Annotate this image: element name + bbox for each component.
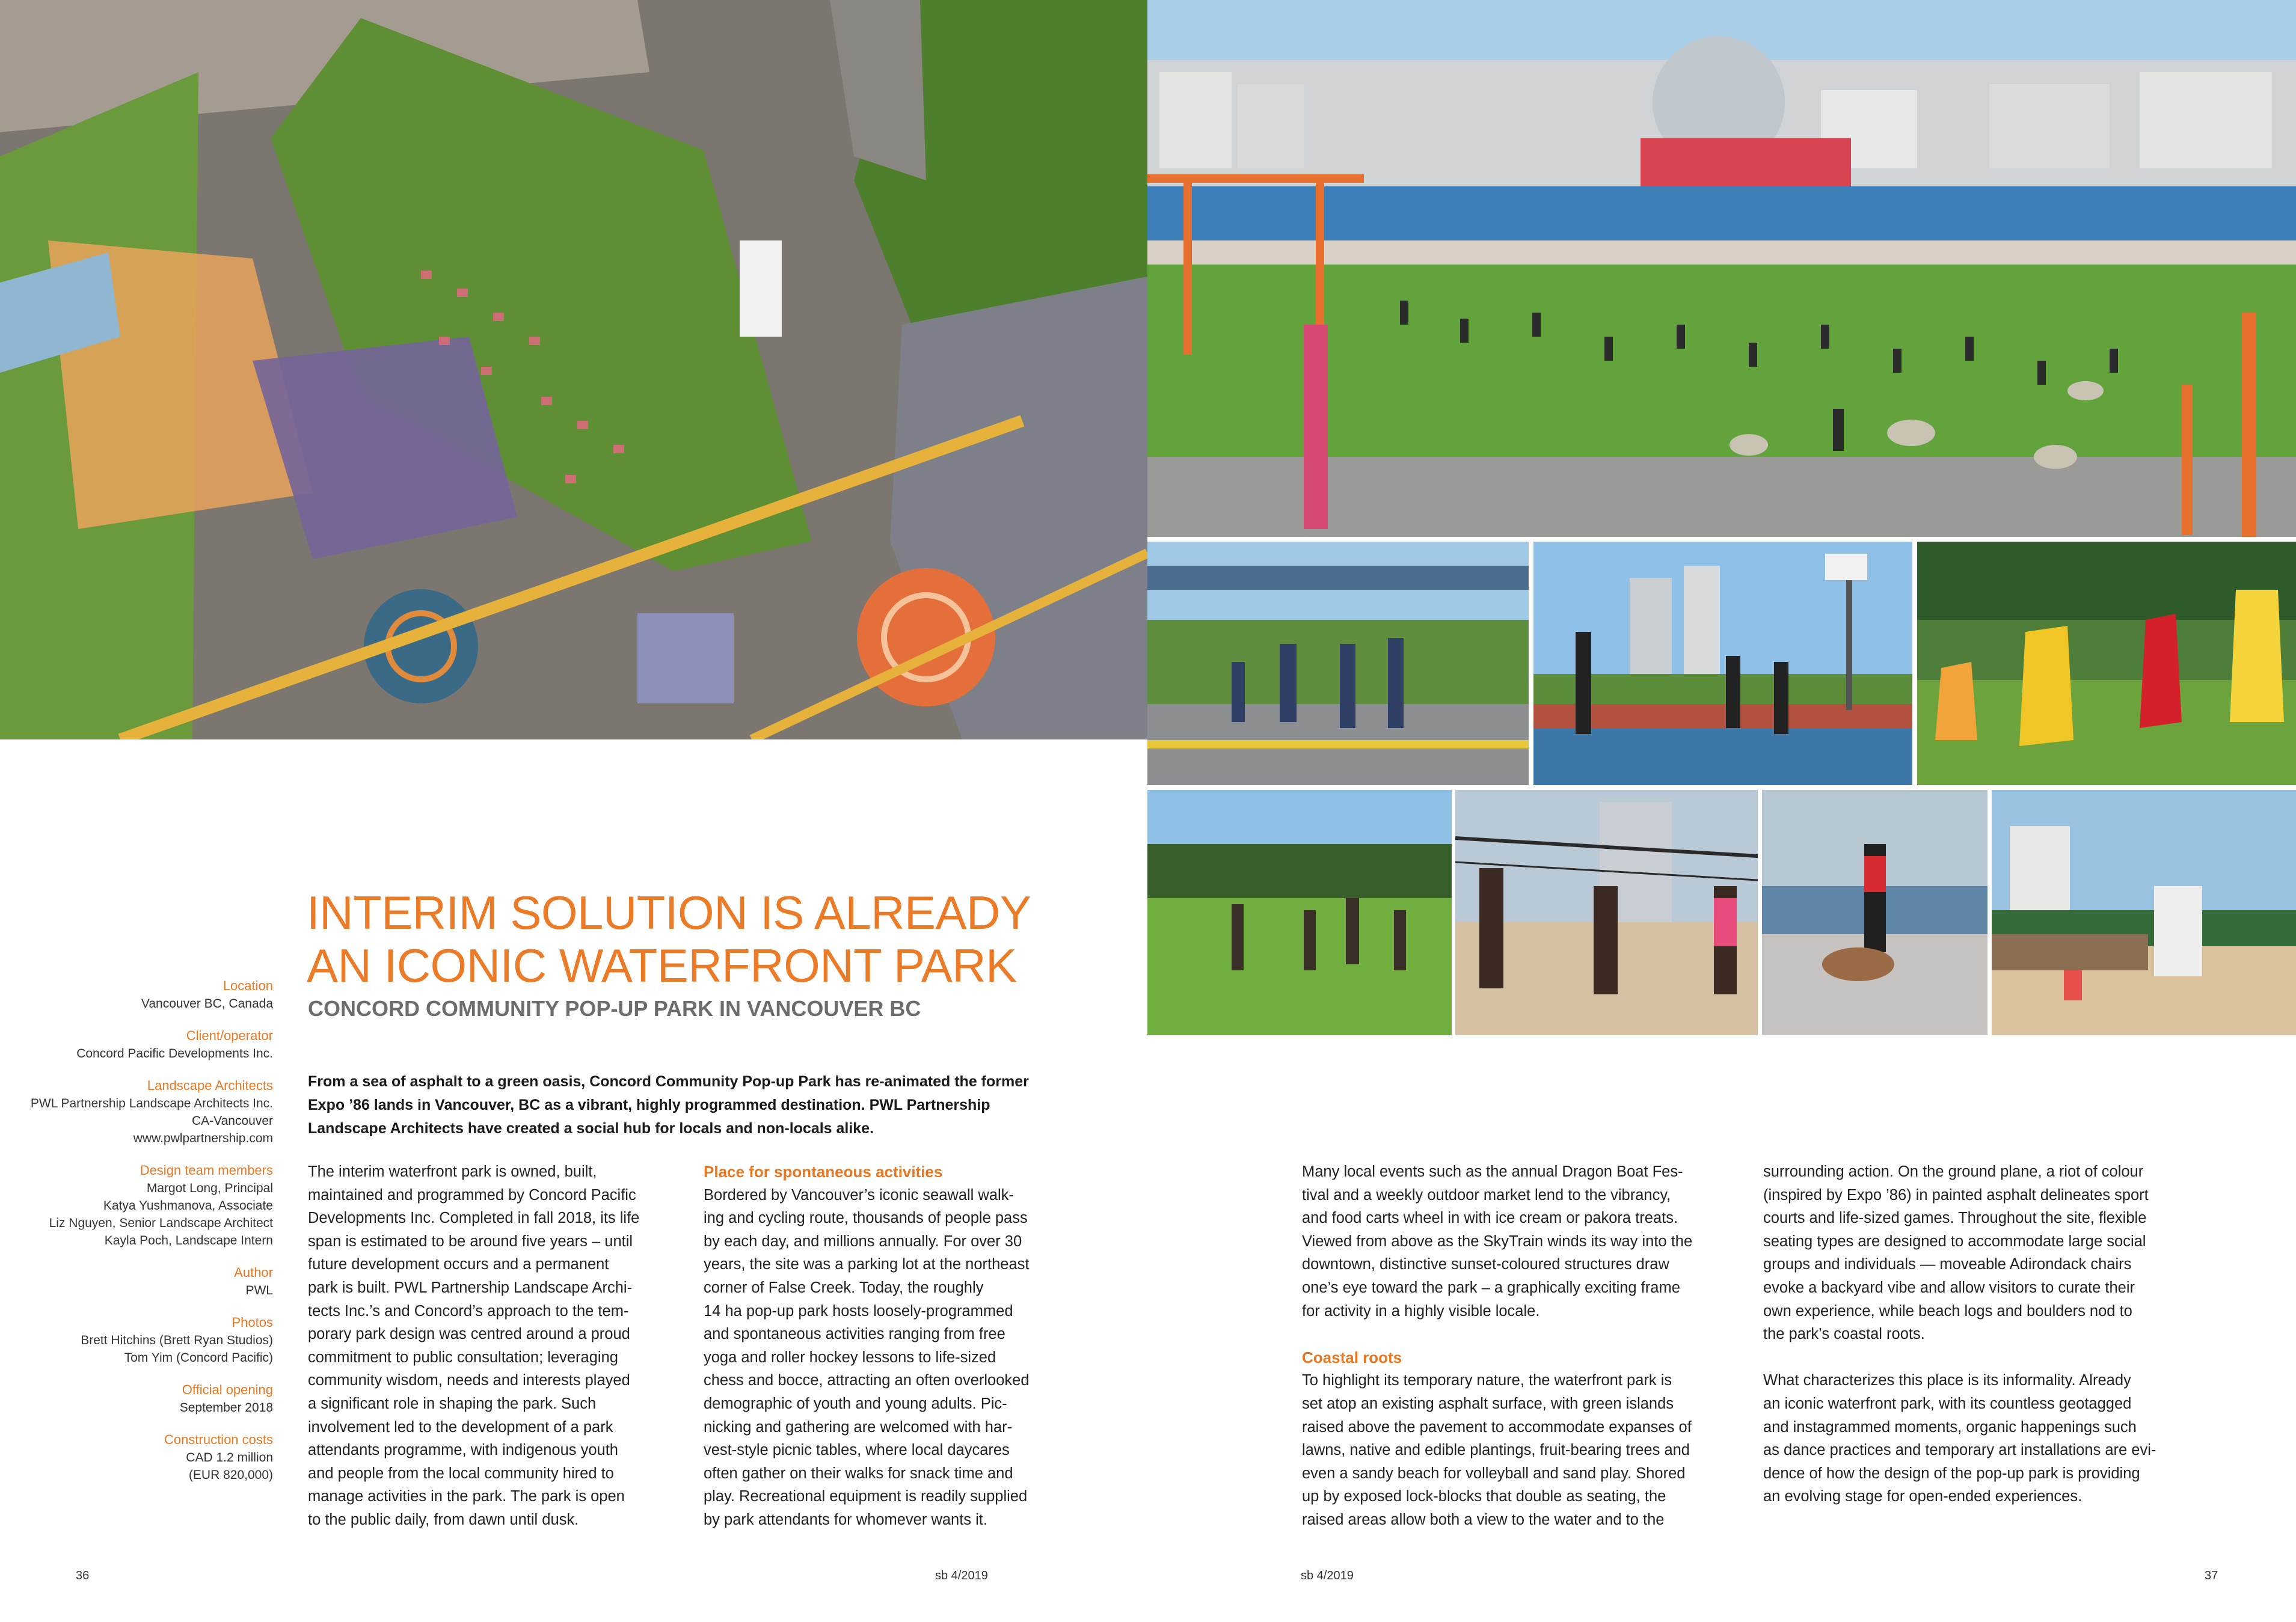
text-line: Developments Inc. Completed in fall 2018, its life — [308, 1210, 640, 1227]
text-line: often gather on their walks for snack time and — [704, 1464, 1013, 1482]
fact-value: Katya Yushmanova, Associate — [103, 1199, 273, 1213]
fact-value: Margot Long, Principal — [146, 1181, 273, 1195]
article-subtitle: CONCORD COMMUNITY POP-UP PARK IN VANCOUVER BC — [308, 996, 921, 1021]
body-column-3 — [1302, 1160, 1747, 1532]
text-line: community wisdom, needs and interests played — [308, 1372, 630, 1389]
text-line: an iconic waterfront park, with its countless geotagged — [1763, 1395, 2132, 1412]
text-line: one’s eye toward the park – a graphically exciting frame — [1302, 1279, 1680, 1296]
text-line: corner of False Creek. Today, the roughly — [704, 1279, 984, 1296]
fact-value: CA-Vancouver — [191, 1114, 273, 1128]
text-line: The interim waterfront park is owned, built, — [308, 1163, 597, 1180]
text-line: nicking and gathering are welcomed with har- — [704, 1418, 1013, 1436]
text-line: What characterizes this place is its informality. Already — [1763, 1372, 2131, 1389]
fact-value: Brett Hitchins (Brett Ryan Studios) — [81, 1333, 273, 1347]
fact-label-location: Location — [223, 978, 273, 993]
fact-value: Vancouver BC, Canada — [141, 997, 273, 1011]
text-line: and instagrammed moments, organic happenings such — [1763, 1418, 2137, 1436]
text-line: Bordered by Vancouver’s iconic seawall walk- — [704, 1186, 1014, 1204]
text-line: To highlight its temporary nature, the waterfront park is — [1302, 1372, 1672, 1389]
body-column-1 — [308, 1160, 681, 1532]
beach-volleyball-photo — [1455, 790, 1758, 1035]
text-line: years, the site was a parking lot at the northeast — [704, 1256, 1030, 1273]
fact-value: (EUR 820,000) — [188, 1468, 273, 1482]
fact-value: PWL — [245, 1284, 273, 1297]
dog-walker-photo — [1762, 790, 1988, 1035]
text-line: park is built. PWL Partnership Landscape Archi- — [308, 1279, 633, 1296]
text-line: ing and cycling route, thousands of people pass — [704, 1210, 1028, 1227]
text-line: dence of how the design of the pop-up park is providing — [1763, 1464, 2140, 1482]
text-line: downtown, distinctive sunset-coloured structures draw — [1302, 1256, 1669, 1273]
text-line: by each day, and millions annually. For over 30 — [704, 1232, 1022, 1250]
text-line: commitment to public consultation; leveraging — [308, 1348, 618, 1366]
body-column-2 — [704, 1160, 1088, 1532]
text-line: even a sandy beach for volleyball and sand play. Shored — [1302, 1464, 1686, 1482]
fact-value: Concord Pacific Developments Inc. — [76, 1047, 273, 1060]
text-line: as dance practices and temporary art installations are evi- — [1763, 1442, 2156, 1459]
basketball-court-photo — [1533, 542, 1912, 785]
sand-play-photo — [1992, 790, 2296, 1035]
text-line: (inspired by Expo ’86) in painted asphalt delineates sport — [1763, 1186, 2149, 1204]
fact-label-architects: Landscape Architects — [147, 1078, 273, 1093]
body-column-4 — [1763, 1160, 2244, 1508]
text-line: and food carts wheel in with ice cream or pakora treats. — [1302, 1210, 1678, 1227]
text-line: own experience, while beach logs and boulders nod to — [1763, 1302, 2132, 1320]
text-line: and people from the local community hired to — [308, 1464, 614, 1482]
issue-label-right: sb 4/2019 — [1301, 1569, 1354, 1582]
fact-value: Tom Yim (Concord Pacific) — [124, 1351, 273, 1365]
text-line: tival and a weekly outdoor market lend to the vibrancy, — [1302, 1186, 1671, 1204]
text-line: Many local events such as the annual Dragon Boat Fes- — [1302, 1163, 1683, 1180]
text-line: 14 ha pop-up park hosts loosely-programmed — [704, 1302, 1013, 1320]
text-line: tects Inc.’s and Concord’s approach to the tem- — [308, 1302, 629, 1320]
fact-value: Liz Nguyen, Senior Landscape Architect — [49, 1216, 273, 1230]
text-line: a significant role in shaping the park. Such — [308, 1395, 597, 1412]
text-line: maintained and programmed by Concord Pacific — [308, 1186, 636, 1204]
fact-value: www.pwlpartnership.com — [133, 1131, 273, 1145]
page-number-right: 37 — [2205, 1569, 2218, 1582]
text-line: raised above the pavement to accommodate expanses of — [1302, 1418, 1692, 1436]
text-line: manage activities in the park. The park is open — [308, 1488, 625, 1505]
text-line: seating types are designed to accommodate large social — [1763, 1232, 2146, 1250]
text-line: the park’s coastal roots. — [1763, 1326, 1925, 1343]
text-line: to the public daily, from dawn until dusk. — [308, 1511, 579, 1528]
section-heading-coastal: Coastal roots — [1302, 1348, 1402, 1366]
aerial-park-photo — [0, 0, 1147, 739]
text-line: surrounding action. On the ground plane, a riot of colour — [1763, 1163, 2144, 1180]
text-line: set atop an existing asphalt surface, with green islands — [1302, 1395, 1674, 1412]
fact-label-client: Client/operator — [186, 1028, 273, 1043]
fact-value: September 2018 — [179, 1401, 273, 1415]
yoga-lawn-photo — [1147, 0, 2296, 537]
article-lead: From a sea of asphalt to a green oasis, Concord Community Pop-up Park has re-animated the former Expo ’86 lands in Vancouver, BC as a vibrant, highly programmed destination. PWL Partnership Landscape Architects have created a social hub for locals and non-locals alike. — [308, 1073, 1029, 1137]
fact-value: Kayla Poch, Landscape Intern — [104, 1234, 273, 1247]
text-line: demographic of youth and young adults. Pic- — [704, 1395, 1007, 1412]
page-number-left: 36 — [76, 1569, 90, 1582]
text-line: up by exposed lock-blocks that double as seating, the — [1302, 1488, 1666, 1505]
fact-label-author: Author — [234, 1265, 273, 1280]
fact-value: PWL Partnership Landscape Architects Inc. — [30, 1097, 273, 1110]
text-line: by park attendants for whomever wants it. — [704, 1511, 987, 1528]
title-line-1: INTERIM SOLUTION IS ALREADY — [307, 886, 1031, 939]
text-line: evoke a backyard vibe and allow visitors to curate their — [1763, 1279, 2135, 1296]
text-line: yoga and roller hockey lessons to life-sized — [704, 1348, 996, 1366]
text-line: future development occurs and a permanent — [308, 1256, 609, 1273]
text-line: porary park design was centred around a proud — [308, 1326, 630, 1343]
text-line: for activity in a highly visible locale. — [1302, 1302, 1540, 1320]
roller-hockey-photo — [1147, 542, 1529, 785]
text-line: attendants programme, with indigenous youth — [308, 1442, 618, 1459]
project-facts-sidebar — [24, 977, 273, 1484]
fact-label-opening: Official opening — [182, 1382, 273, 1397]
text-line: span is estimated to be around five years – until — [308, 1232, 633, 1250]
title-line-2: AN ICONIC WATERFRONT PARK — [307, 939, 1017, 992]
text-line: and spontaneous activities ranging from free — [704, 1326, 1005, 1343]
text-line: raised areas allow both a view to the water and to the — [1302, 1511, 1665, 1528]
text-line: Viewed from above as the SkyTrain winds its way into the — [1302, 1232, 1693, 1250]
fact-label-costs: Construction costs — [164, 1432, 273, 1447]
fact-label-photos: Photos — [232, 1315, 273, 1330]
text-line: chess and bocce, attracting an often overlooked — [704, 1372, 1030, 1389]
article-title — [307, 886, 1100, 992]
text-line: lawns, native and edible plantings, fruit-bearing trees and — [1302, 1442, 1690, 1459]
section-heading-spontaneous: Place for spontaneous activities — [704, 1163, 943, 1181]
text-line: involvement led to the development of a park — [308, 1418, 613, 1436]
fact-value: CAD 1.2 million — [186, 1451, 273, 1464]
text-line: courts and life-sized games. Throughout the site, flexible — [1763, 1210, 2147, 1227]
bocce-lawn-photo — [1147, 790, 1452, 1035]
text-line: an evolving stage for open-ended experiences. — [1763, 1488, 2083, 1505]
issue-label-left: sb 4/2019 — [935, 1569, 988, 1582]
text-line: groups and individuals — moveable Adirondack chairs — [1763, 1256, 2132, 1273]
adirondack-chairs-photo — [1917, 542, 2296, 785]
text-line: play. Recreational equipment is readily supplied — [704, 1488, 1028, 1505]
text-line: vest-style picnic tables, where local daycares — [704, 1442, 1010, 1459]
fact-label-design-team: Design team members — [140, 1163, 273, 1178]
